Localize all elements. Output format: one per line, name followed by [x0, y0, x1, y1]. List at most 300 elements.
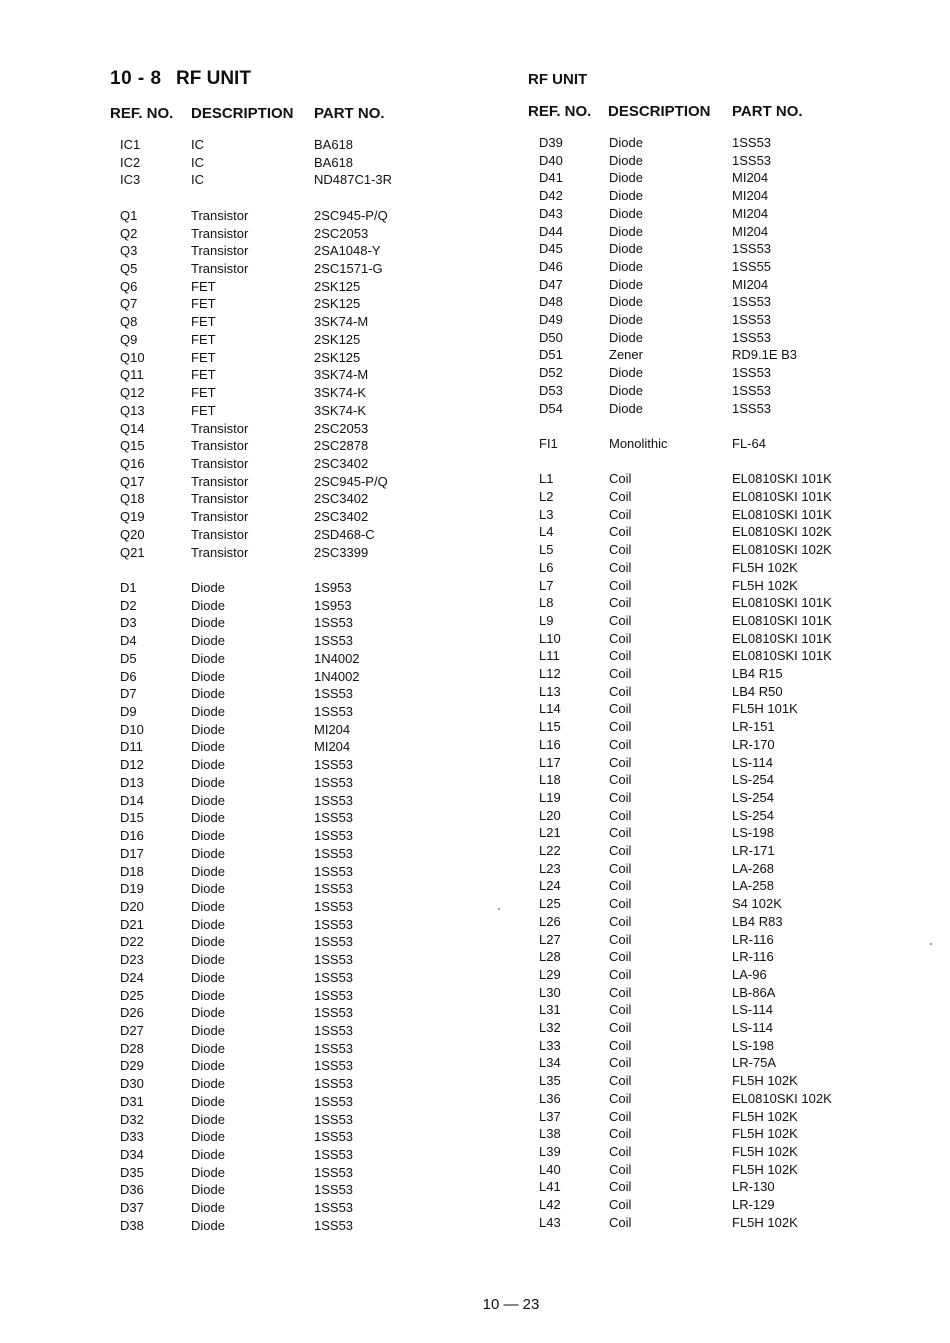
description-cell: Zener [609, 347, 643, 363]
ref-no-cell: D27 [120, 1023, 144, 1038]
description-cell: Coil [609, 1161, 632, 1177]
scan-speck [498, 908, 500, 910]
ref-no-cell: Q20 [120, 526, 145, 542]
description-cell: Diode [609, 382, 643, 398]
description-cell: Diode [191, 1129, 225, 1145]
description-cell: Coil [609, 825, 632, 841]
description-cell: Diode [191, 810, 225, 826]
ref-no-cell: Q15 [120, 438, 145, 454]
description-cell: Transistor [191, 455, 249, 471]
description-cell: FET [191, 314, 216, 330]
ref-no-cell: Q19 [120, 509, 145, 525]
part-no-cell: LR-151 [732, 719, 775, 735]
ref-no-cell: L26 [539, 913, 561, 929]
ref-no-cell: D29 [120, 1058, 144, 1074]
ref-no-cell: D5 [120, 650, 137, 666]
part-no-cell: MI204 [732, 170, 769, 186]
part-no-cell: 1SS53 [314, 1200, 354, 1216]
part-no-cell: 1SS53 [314, 898, 354, 914]
description-cell: Transistor [191, 243, 249, 259]
part-no-cell: S4 102K [732, 896, 782, 912]
ref-no-cell: Q11 [120, 367, 144, 383]
ref-no-cell: L24 [539, 878, 561, 894]
description-cell: Coil [609, 878, 632, 894]
part-no-cell: 1SS53 [314, 757, 354, 773]
part-no-cell: 1SS53 [732, 329, 772, 345]
description-cell: Coil [609, 612, 632, 628]
part-no-cell: 1SS53 [314, 633, 354, 649]
ref-no-cell: L34 [539, 1055, 561, 1071]
ref-no-cell: D43 [539, 205, 563, 221]
ref-no-cell: L43 [539, 1214, 561, 1230]
ref-no-cell: L9 [539, 612, 554, 628]
part-no-cell: LR-170 [732, 736, 775, 752]
part-no-cell: 2SK125 [314, 278, 361, 294]
ref-no-cell: D10 [120, 721, 144, 737]
part-no-cell: LB-86A [732, 984, 776, 1000]
description-cell: Coil [609, 913, 632, 929]
part-no-cell: MI204 [732, 223, 769, 239]
ref-no-cell: L18 [539, 772, 561, 788]
description-cell: Coil [609, 595, 632, 611]
description-cell: Diode [191, 633, 225, 649]
part-no-cell: MI204 [732, 188, 769, 204]
ref-no-cell: L12 [539, 666, 561, 681]
part-no-cell: 2SC945-P/Q [314, 473, 388, 489]
description-cell: Diode [609, 276, 643, 292]
description-cell: Diode [191, 1040, 225, 1056]
description-cell: Coil [609, 683, 632, 699]
description-cell: Diode [609, 365, 643, 381]
ref-no-cell: L32 [539, 1020, 561, 1035]
ref-no-cell: L17 [539, 754, 561, 770]
right-header-part: PART NO. [732, 103, 803, 120]
description-cell: Coil [609, 1073, 632, 1089]
part-no-cell: 2SA1048-Y [314, 243, 381, 259]
ref-no-cell: D52 [539, 365, 563, 381]
part-no-cell: 1S953 [314, 597, 352, 613]
section-title: RF UNIT [176, 68, 251, 89]
ref-no-cell: Q21 [120, 544, 145, 560]
ref-no-cell: Q14 [120, 420, 145, 436]
description-cell: Coil [609, 1179, 632, 1195]
part-no-cell: LR-116 [732, 931, 774, 947]
description-cell: Diode [191, 1217, 225, 1233]
description-cell: FET [191, 367, 216, 383]
part-no-cell: FL5H 102K [732, 1161, 798, 1177]
description-cell: Diode [191, 1058, 225, 1074]
part-no-cell: 1SS53 [314, 1040, 354, 1056]
description-cell: Coil [609, 1002, 632, 1018]
ref-no-cell: D26 [120, 1005, 144, 1021]
ref-no-cell: D34 [120, 1147, 144, 1163]
part-no-cell: 1SS53 [314, 686, 354, 702]
ref-no-cell: Q16 [120, 455, 145, 471]
part-no-cell: 1SS53 [314, 845, 354, 861]
part-no-cell: EL0810SKI 101K [732, 612, 832, 628]
description-cell: Diode [191, 650, 225, 666]
ref-no-cell: D20 [120, 898, 144, 914]
part-no-cell: 1SS53 [314, 615, 354, 631]
description-cell: Diode [609, 312, 643, 327]
ref-no-cell: L21 [539, 825, 561, 841]
ref-no-cell: D40 [539, 152, 563, 168]
part-no-cell: 2SC2053 [314, 225, 369, 241]
left-header-ref: REF. NO. [110, 105, 174, 122]
description-cell: Diode [191, 934, 225, 950]
part-no-cell: 1SS53 [314, 863, 354, 879]
ref-no-cell: D30 [120, 1076, 144, 1092]
ref-no-cell: D1 [120, 580, 137, 595]
ref-no-cell: D42 [539, 188, 563, 204]
part-no-cell: 1N4002 [314, 668, 360, 684]
part-no-cell: LS-114 [732, 1002, 773, 1018]
part-no-cell: 1SS53 [314, 1058, 354, 1074]
description-cell: Diode [191, 1200, 225, 1216]
part-no-cell: LS-198 [732, 825, 774, 841]
description-cell: FET [191, 349, 216, 365]
part-no-cell: FL5H 102K [732, 559, 798, 575]
part-no-cell: RD9.1E B3 [732, 347, 798, 363]
ref-no-cell: D25 [120, 987, 144, 1003]
ref-no-cell: IC3 [120, 172, 141, 188]
part-no-cell: FL5H 102K [732, 1073, 798, 1089]
ref-no-cell: D37 [120, 1200, 144, 1216]
ref-no-cell: L33 [539, 1037, 561, 1053]
description-cell: FET [191, 331, 216, 347]
part-no-cell: 1SS53 [314, 1005, 354, 1021]
description-cell: FET [191, 278, 216, 294]
ref-no-cell: L20 [539, 807, 561, 823]
description-cell: Diode [609, 152, 643, 168]
description-cell: Coil [609, 736, 632, 752]
part-no-cell: 1SS53 [314, 1093, 354, 1109]
ref-no-cell: L29 [539, 966, 561, 982]
ref-no-cell: D4 [120, 633, 137, 649]
part-no-cell: EL0810SKI 101K [732, 630, 832, 646]
part-no-cell: LA-258 [732, 878, 774, 894]
part-no-cell: 2SC945-P/Q [314, 207, 388, 223]
ref-no-cell: L35 [539, 1073, 561, 1089]
ref-no-cell: D19 [120, 881, 144, 897]
part-no-cell: LR-116 [732, 949, 774, 965]
part-no-cell: 1SS53 [732, 135, 772, 150]
description-cell: Diode [191, 704, 225, 720]
description-cell: Diode [609, 223, 643, 239]
ref-no-cell: D11 [120, 739, 143, 755]
ref-no-cell: L25 [539, 896, 561, 912]
ref-no-cell: D44 [539, 223, 563, 239]
ref-no-cell: L38 [539, 1126, 561, 1142]
description-cell: Coil [609, 1055, 632, 1071]
description-cell: Diode [609, 258, 643, 274]
ref-no-cell: L27 [539, 931, 561, 947]
description-cell: IC [191, 137, 204, 152]
part-no-cell: 1SS53 [314, 792, 354, 808]
part-no-cell: 1S953 [314, 580, 352, 595]
ref-no-cell: L16 [539, 736, 561, 752]
part-no-cell: EL0810SKI 101K [732, 506, 832, 522]
part-no-cell: 2SC1571-G [314, 261, 383, 277]
ref-no-cell: L3 [539, 506, 554, 522]
ref-no-cell: D14 [120, 792, 144, 808]
part-no-cell: 1SS53 [732, 400, 772, 416]
description-cell: Coil [609, 666, 632, 681]
part-no-cell: 2SC2053 [314, 420, 369, 436]
ref-no-cell: L15 [539, 719, 561, 735]
description-cell: Coil [609, 701, 632, 717]
ref-no-cell: L2 [539, 489, 554, 504]
description-cell: Diode [191, 1005, 225, 1021]
part-no-cell: EL0810SKI 102K [732, 1090, 832, 1106]
part-no-cell: 3SK74-M [314, 314, 369, 330]
ref-no-cell: L14 [539, 701, 561, 717]
part-no-cell: EL0810SKI 101K [732, 595, 832, 611]
description-cell: Diode [191, 792, 225, 808]
ref-no-cell: D24 [120, 969, 144, 985]
description-cell: Diode [191, 863, 225, 879]
ref-no-cell: D39 [539, 135, 563, 150]
description-cell: Monolithic [609, 435, 668, 451]
ref-no-cell: L7 [539, 577, 554, 593]
description-cell: Coil [609, 807, 632, 823]
part-no-cell: 2SC2878 [314, 438, 369, 454]
part-no-cell: 1SS53 [732, 152, 772, 168]
part-no-cell: 1SS53 [314, 1076, 354, 1092]
part-no-cell: 1SS53 [314, 810, 354, 826]
description-cell: Diode [191, 580, 225, 595]
ref-no-cell: D46 [539, 258, 563, 274]
description-cell: Diode [609, 294, 643, 310]
ref-no-cell: Q18 [120, 491, 145, 507]
part-no-cell: 2SK125 [314, 349, 361, 365]
description-cell: Coil [609, 471, 632, 487]
part-no-cell: 1SS53 [314, 1147, 354, 1163]
ref-no-cell: L13 [539, 683, 561, 699]
ref-no-cell: D47 [539, 276, 563, 292]
part-no-cell: FL5H 102K [732, 577, 798, 593]
description-cell: Diode [191, 1111, 225, 1127]
description-cell: Coil [609, 1143, 632, 1159]
part-no-cell: MI204 [732, 276, 769, 292]
part-no-cell: 3SK74-M [314, 367, 369, 383]
part-no-cell: LS-254 [732, 807, 774, 823]
ref-no-cell: Q9 [120, 331, 138, 347]
part-no-cell: EL0810SKI 102K [732, 524, 832, 540]
part-no-cell: 1SS53 [314, 1217, 354, 1233]
ref-no-cell: D16 [120, 828, 144, 844]
scan-speck [930, 943, 932, 945]
page-number: 10 — 23 [482, 1296, 540, 1313]
ref-no-cell: D41 [539, 170, 563, 186]
part-no-cell: 2SC3402 [314, 491, 369, 507]
part-no-cell: MI204 [314, 739, 351, 755]
description-cell: Diode [609, 400, 643, 416]
ref-no-cell: L28 [539, 949, 561, 965]
description-cell: Diode [609, 135, 643, 150]
description-cell: Diode [191, 916, 225, 932]
ref-no-cell: Q5 [120, 261, 138, 277]
description-cell: Diode [191, 828, 225, 844]
description-cell: Diode [191, 898, 225, 914]
description-cell: Coil [609, 1037, 632, 1053]
description-cell: Coil [609, 489, 632, 504]
ref-no-cell: D13 [120, 774, 144, 790]
part-no-cell: ND487C1-3R [314, 172, 393, 188]
part-no-cell: 1SS53 [732, 382, 772, 398]
ref-no-cell: L5 [539, 542, 554, 558]
ref-no-cell: L39 [539, 1143, 561, 1159]
part-no-cell: 1SS53 [314, 704, 354, 720]
ref-no-cell: L8 [539, 595, 554, 611]
ref-no-cell: L23 [539, 860, 561, 876]
part-no-cell: EL0810SKI 102K [732, 542, 832, 558]
description-cell: Coil [609, 648, 632, 664]
part-no-cell: LB4 R15 [732, 666, 783, 681]
description-cell: Transistor [191, 261, 249, 277]
description-cell: Coil [609, 630, 632, 646]
description-cell: Diode [191, 1147, 225, 1163]
part-no-cell: FL5H 101K [732, 701, 798, 717]
part-no-cell: BA618 [314, 137, 354, 152]
description-cell: Coil [609, 860, 632, 876]
ref-no-cell: L40 [539, 1161, 561, 1177]
description-cell: Diode [191, 952, 225, 968]
ref-no-cell: Q3 [120, 243, 138, 259]
ref-no-cell: L10 [539, 630, 561, 646]
ref-no-cell: IC2 [120, 154, 141, 170]
part-no-cell: 2SC3402 [314, 455, 369, 471]
description-cell: FET [191, 402, 216, 418]
part-no-cell: LR-130 [732, 1179, 775, 1195]
part-no-cell: 2SD468-C [314, 526, 375, 542]
description-cell: Diode [191, 615, 225, 631]
ref-no-cell: D9 [120, 704, 137, 720]
description-cell: Diode [609, 205, 643, 221]
description-cell: Transistor [191, 225, 249, 241]
description-cell: Coil [609, 754, 632, 770]
ref-no-cell: Q13 [120, 402, 145, 418]
ref-no-cell: D31 [120, 1093, 144, 1109]
description-cell: Diode [191, 668, 225, 684]
part-no-cell: MI204 [732, 205, 769, 221]
part-no-cell: FL5H 102K [732, 1108, 798, 1124]
description-cell: Diode [191, 721, 225, 737]
description-cell: Diode [609, 170, 643, 186]
description-cell: Coil [609, 843, 632, 858]
ref-no-cell: D12 [120, 757, 144, 773]
description-cell: Coil [609, 772, 632, 788]
right-column-title: RF UNIT [528, 71, 588, 88]
part-no-cell: 1SS53 [314, 916, 354, 932]
description-cell: Diode [191, 969, 225, 985]
part-no-cell: LB4 R50 [732, 683, 783, 699]
description-cell: Transistor [191, 526, 249, 542]
description-cell: Coil [609, 1090, 632, 1106]
description-cell: Transistor [191, 420, 249, 436]
part-no-cell: EL0810SKI 101K [732, 489, 832, 504]
ref-no-cell: L6 [539, 559, 554, 575]
description-cell: Diode [191, 1182, 225, 1198]
part-no-cell: BA618 [314, 154, 354, 170]
ref-no-cell: Q12 [120, 385, 145, 401]
ref-no-cell: D3 [120, 615, 137, 631]
description-cell: Diode [191, 1093, 225, 1109]
description-cell: Diode [609, 241, 643, 257]
description-cell: Coil [609, 1108, 632, 1124]
part-no-cell: 1SS53 [314, 1023, 354, 1038]
ref-no-cell: D35 [120, 1164, 144, 1180]
ref-no-cell: D36 [120, 1182, 144, 1198]
section-number: 10 - 8 [110, 68, 162, 89]
description-cell: Coil [609, 559, 632, 575]
description-cell: Coil [609, 896, 632, 912]
description-cell: Diode [191, 757, 225, 773]
description-cell: Coil [609, 789, 632, 805]
part-no-cell: MI204 [314, 721, 351, 737]
part-no-cell: 1SS53 [314, 1182, 354, 1198]
ref-no-cell: Q6 [120, 278, 138, 294]
right-header-ref: REF. NO. [528, 103, 592, 120]
part-no-cell: 2SK125 [314, 331, 361, 347]
ref-no-cell: Q7 [120, 296, 138, 312]
ref-no-cell: Q8 [120, 314, 138, 330]
description-cell: Coil [609, 1214, 632, 1230]
part-no-cell: 1SS53 [314, 969, 354, 985]
description-cell: Coil [609, 577, 632, 593]
ref-no-cell: D18 [120, 863, 144, 879]
description-cell: Transistor [191, 473, 249, 489]
left-header-part: PART NO. [314, 105, 385, 122]
part-no-cell: FL5H 102K [732, 1143, 798, 1159]
description-cell: Coil [609, 949, 632, 965]
ref-no-cell: L11 [539, 648, 560, 664]
ref-no-cell: D54 [539, 400, 563, 416]
ref-no-cell: L37 [539, 1108, 561, 1124]
description-cell: Diode [191, 686, 225, 702]
part-no-cell: 1SS53 [732, 241, 772, 257]
description-cell: Diode [191, 987, 225, 1003]
part-no-cell: 1SS53 [314, 1164, 354, 1180]
description-cell: FET [191, 385, 216, 401]
part-no-cell: 1SS53 [732, 294, 772, 310]
description-cell: FET [191, 296, 216, 312]
description-cell: Diode [191, 1164, 225, 1180]
part-no-cell: LA-268 [732, 860, 774, 876]
part-no-cell: 1SS53 [314, 828, 354, 844]
part-no-cell: LR-75A [732, 1055, 777, 1071]
description-cell: Coil [609, 506, 632, 522]
ref-no-cell: D38 [120, 1217, 144, 1233]
part-no-cell: 1SS53 [314, 1129, 354, 1145]
part-no-cell: FL-64 [732, 435, 766, 451]
part-no-cell: LS-114 [732, 754, 773, 770]
description-cell: Diode [609, 329, 643, 345]
ref-no-cell: D17 [120, 845, 144, 861]
ref-no-cell: FI1 [539, 435, 558, 451]
description-cell: Diode [191, 881, 225, 897]
ref-no-cell: D7 [120, 686, 137, 702]
description-cell: Coil [609, 966, 632, 982]
part-no-cell: LB4 R83 [732, 913, 783, 929]
ref-no-cell: D23 [120, 952, 144, 968]
part-no-cell: 3SK74-K [314, 385, 367, 401]
ref-no-cell: D6 [120, 668, 137, 684]
description-cell: Diode [191, 774, 225, 790]
description-cell: Coil [609, 984, 632, 1000]
ref-no-cell: Q17 [120, 473, 145, 489]
ref-no-cell: Q10 [120, 349, 145, 365]
